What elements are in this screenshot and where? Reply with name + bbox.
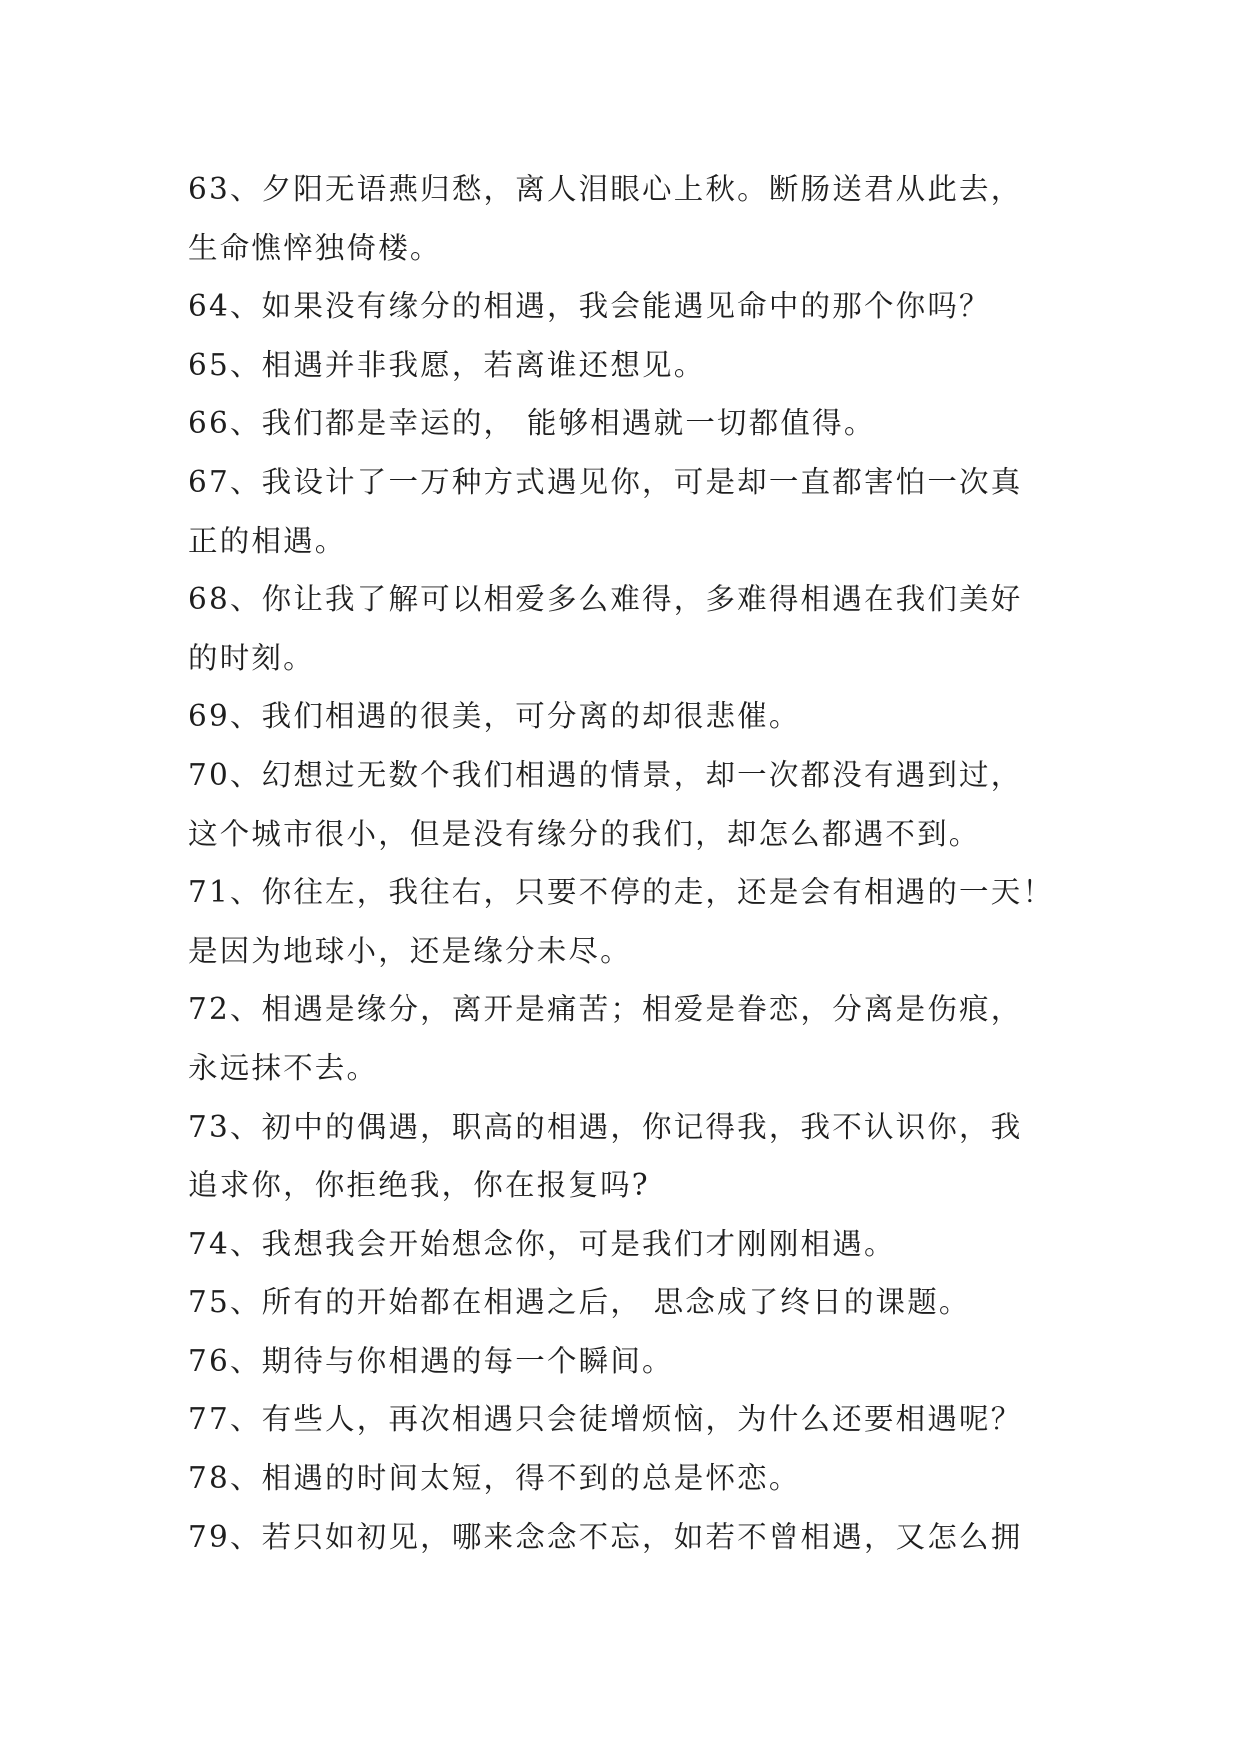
- text-line-63a: 63、夕阳无语燕归愁，离人泪眼心上秋。断肠送君从此去，: [188, 172, 1023, 206]
- text-line-68a: 68、你让我了解可以相爱多么难得，多难得相遇在我们美好: [188, 582, 1023, 617]
- text-line-67a: 67、我设计了一万种方式遇见你，可是却一直都害怕一次真: [188, 464, 1023, 499]
- text-line-63b: 生命憔悴独倚楼。: [188, 230, 442, 265]
- text-line-67b: 正的相遇。: [188, 523, 347, 558]
- text-line-79: 79、若只如初见，哪来念念不忘，如若不曾相遇，又怎么拥: [188, 1519, 1023, 1554]
- text-line-71b: 是因为地球小，还是缘分未尽。: [188, 933, 632, 968]
- text-line-69: 69、我们相遇的很美，可分离的却很悲催。: [188, 699, 801, 734]
- text-line-70b: 这个城市很小，但是没有缘分的我们，却怎么都遇不到。: [188, 816, 981, 851]
- text-line-72a: 72、相遇是缘分，离开是痛苦；相爱是眷恋，分离是伤痕，: [188, 992, 1023, 1027]
- text-line-78: 78、相遇的时间太短，得不到的总是怀恋。: [188, 1461, 801, 1496]
- text-line-77: 77、有些人，再次相遇只会徒增烦恼，为什么还要相遇呢？: [188, 1402, 1023, 1437]
- document-body: [188, 160, 1068, 1566]
- text-line-72b: 永远抹不去。: [188, 1050, 379, 1085]
- text-line-73b: 追求你，你拒绝我，你在报复吗?: [188, 1168, 650, 1203]
- text-line-64: 64、如果没有缘分的相遇，我会能遇见命中的那个你吗？: [188, 289, 991, 324]
- text-line-76: 76、期待与你相遇的每一个瞬间。: [188, 1343, 674, 1378]
- text-line-70a: 70、幻想过无数个我们相遇的情景，却一次都没有遇到过，: [188, 757, 1023, 792]
- text-line-73a: 73、初中的偶遇，职高的相遇，你记得我，我不认识你，我: [188, 1109, 1023, 1144]
- text-line-66: 66、我们都是幸运的， 能够相遇就一切都值得。: [188, 406, 876, 441]
- text-line-71a: 71、你往左，我往右，只要不停的走，还是会有相遇的一天！: [188, 875, 1055, 910]
- text-line-75: 75、所有的开始都在相遇之后， 思念成了终日的课题。: [188, 1285, 971, 1320]
- text-line-74: 74、我想我会开始想念你，可是我们才刚刚相遇。: [188, 1226, 896, 1261]
- text-line-65: 65、相遇并非我愿，若离谁还想见。: [188, 347, 706, 382]
- text-line-68b: 的时刻。: [188, 640, 315, 675]
